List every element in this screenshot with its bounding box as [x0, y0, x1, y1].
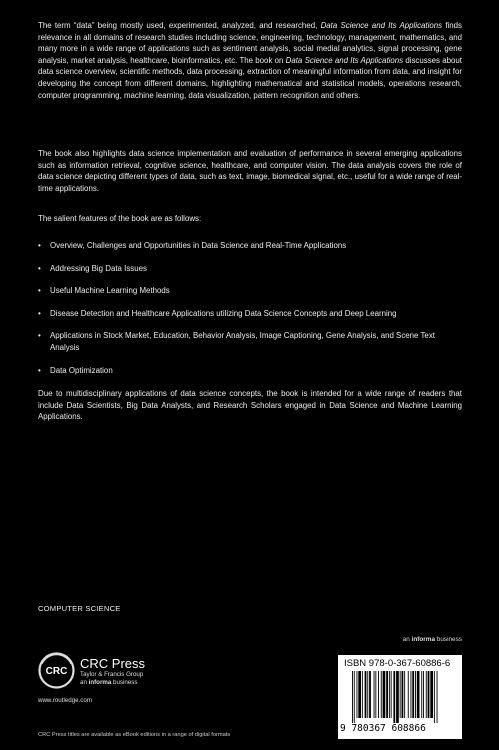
- barcode-bar: [357, 671, 358, 718]
- publisher-group: Taylor & Francis Group: [80, 671, 144, 678]
- informa-business-tag: an informa business: [402, 636, 462, 643]
- barcode-bar: [375, 671, 376, 718]
- list-item: • Data Optimization: [38, 365, 113, 375]
- features-list: [38, 240, 462, 387]
- barcode-icon: [344, 671, 456, 723]
- publisher-business: an informa business: [80, 679, 138, 686]
- barcode-bar: [352, 671, 353, 723]
- publisher-website: www.routledge.com: [38, 697, 92, 704]
- barcode-bar: [389, 671, 390, 718]
- barcode-bar: [383, 671, 386, 718]
- list-item: • Overview, Challenges and Opportunities in Data Science and Real-Time Applications: [38, 241, 347, 250]
- barcode-bar: [415, 671, 416, 718]
- barcode-bar: [421, 671, 422, 718]
- p1-text-b: finds relevance in all domains of research studies including science, engineering, technology, management, mathematics, and many more in a wide range of applications such as sentiment analysis, social medial analytics, signal processing, gene analysis, market analysis, healthcare, bioinformatics, etc. The book on: [38, 21, 462, 65]
- barcode-bar: [381, 671, 382, 718]
- barcode-bar: [391, 671, 392, 718]
- barcode-bar: [402, 671, 404, 718]
- list-item: • Disease Detection and Healthcare Applications utilizing Data Science Concepts and Deep Learning: [38, 308, 397, 318]
- barcode-bar: [408, 671, 409, 718]
- barcode-bar: [393, 671, 395, 723]
- category-label: COMPUTER SCIENCE: [38, 604, 121, 613]
- barcode-bar: [378, 671, 379, 718]
- description-paragraph-2: The book also highlights data science implementation and evaluation of performance in several emerging applications such as information retrieval, cognitive science, healthcare, and computer vision. The data analysis covers the role of data science depicting different types of data, such as text, image, biomedical signal, etc., useful for a wide range of real-time applications.: [38, 149, 462, 193]
- barcode-bar: [417, 671, 420, 718]
- barcode-bar: [428, 671, 430, 718]
- p1-text-a: The term “data” being mostly used, experimented, analyzed, and researched,: [38, 21, 321, 30]
- description-paragraph-1: [38, 20, 462, 101]
- barcode-bar: [400, 671, 401, 718]
- logo-text: CRC: [45, 666, 68, 677]
- barcode-bar: [354, 671, 355, 723]
- isbn-barcode-box: [338, 655, 462, 739]
- barcode-bar: [404, 671, 405, 718]
- barcode-bar: [362, 671, 363, 718]
- barcode-bar: [412, 671, 414, 718]
- publisher-name: CRC Press: [80, 656, 146, 671]
- list-item: • Useful Machine Learning Methods: [38, 286, 170, 296]
- book-title-italic: Data Science and Its Applications: [320, 21, 443, 30]
- features-intro: The salient features of the book are as follows:: [38, 214, 202, 223]
- barcode-bar: [386, 671, 388, 718]
- barcode-bar: [426, 671, 427, 718]
- barcode-bar: [434, 671, 435, 723]
- barcode-digits: 9 780367 608866: [340, 723, 426, 734]
- publisher-block: [80, 657, 145, 687]
- barcode-bar: [358, 671, 361, 718]
- barcode-bar: [423, 671, 424, 718]
- p1-text-c: discusses about data science overview, scientific methods, data processing, extraction of meaningful information from data, and insight for developing the concept from different domains, highlighting mathematical and statistical models, operations research, computer programming, machine learning, data visualization, pattern recognition and others.: [38, 55, 462, 100]
- bullet-icon: •: [38, 241, 41, 250]
- bullet-icon: •: [38, 286, 41, 296]
- barcode-bar: [369, 671, 371, 718]
- bullet-icon: •: [38, 331, 41, 341]
- bullet-icon: •: [38, 263, 41, 273]
- barcode-bar: [365, 671, 367, 718]
- barcode-bar: [411, 671, 412, 718]
- list-item: • Applications in Stock Market, Education, Behavior Analysis, Image Captioning, Gene Analysis, and Scene Text Analysis: [38, 331, 435, 352]
- barcode-bar: [367, 671, 368, 718]
- barcode-bar: [430, 671, 433, 718]
- book-title-italic-2: Data Science and Its Applications: [285, 55, 404, 65]
- isbn-label: ISBN 978-0-367-60886-6: [344, 658, 451, 669]
- bullet-icon: •: [38, 308, 41, 318]
- description-paragraph-4: Due to multidisciplinary applications of data science concepts, the book is intended for a wide range of readers that include Data Scientists, Big Data Analysts, and Research Scholars engaged in Data Science and Machine Learning Applications.: [38, 389, 462, 422]
- bullet-icon: •: [38, 365, 41, 375]
- list-item: • Addressing Big Data Issues: [38, 263, 147, 273]
- ebook-note: CRC Press titles are available as eBook editions in a range of digital formats: [38, 732, 231, 738]
- barcode-bar: [374, 671, 375, 718]
- barcode-bar: [437, 671, 438, 723]
- crc-press-logo-icon: [38, 652, 75, 689]
- barcode-bar: [396, 671, 399, 723]
